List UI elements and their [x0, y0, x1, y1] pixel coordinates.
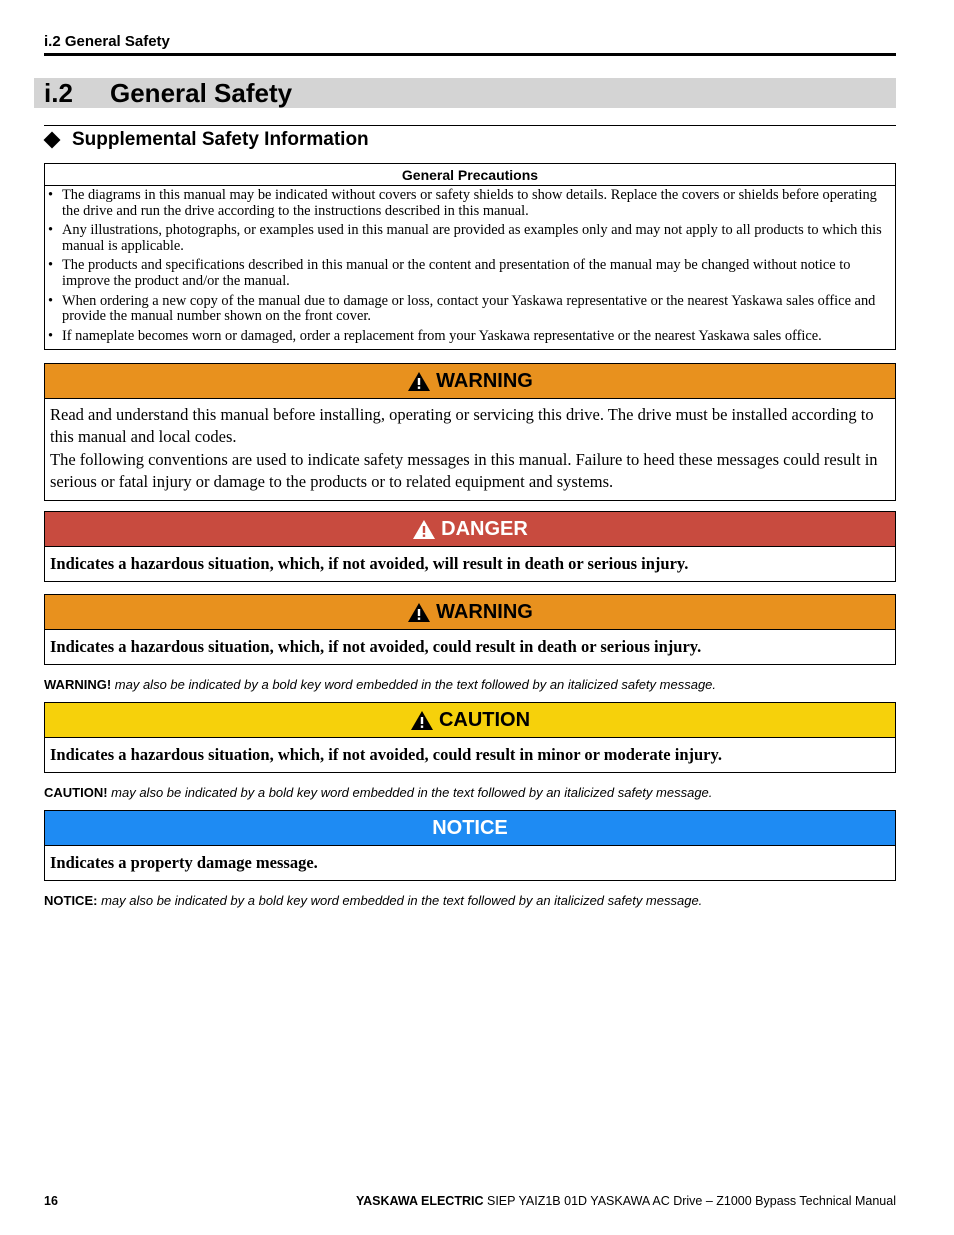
general-precautions-title: General Precautions: [45, 164, 895, 186]
warning-note-keyword: WARNING!: [44, 677, 112, 692]
section-title: General Safety: [110, 77, 293, 108]
list-item: • If nameplate becomes worn or damaged, order a replacement from your Yaskawa representative or the nearest Yaskawa sales office.: [45, 329, 893, 345]
notice-note-keyword: NOTICE:: [44, 893, 98, 908]
section-number: i.2: [44, 77, 73, 108]
caution-header: [45, 703, 895, 738]
notice-note: [44, 893, 702, 908]
caution-label: CAUTION: [438, 708, 531, 731]
subheading-text: Supplemental Safety Information: [72, 129, 369, 150]
notice-text: Indicates a property damage message.: [50, 853, 318, 872]
subheading: [44, 129, 369, 151]
warning-triangle-icon: [407, 371, 431, 392]
warning-label: WARNING: [436, 369, 533, 392]
caution-box: [44, 702, 896, 773]
footer-document-title: SIEP YAIZ1B 01D YASKAWA AC Drive – Z1000 Bypass Technical Manual: [483, 1194, 896, 1208]
warning-header: [45, 595, 895, 630]
danger-label: DANGER: [441, 517, 528, 540]
warning-header: [45, 364, 895, 399]
caution-note-text: may also be indicated by a bold key word embedded in the text followed by an italicized safety message.: [107, 785, 713, 800]
warning-definition-text: Indicates a hazardous situation, which, if not avoided, could result in death or serious injury.: [50, 637, 702, 656]
notice-label: NOTICE: [432, 816, 508, 839]
notice-note-text: may also be indicated by a bold key word embedded in the text followed by an italicized safety message.: [97, 893, 703, 908]
warning-note-text: may also be indicated by a bold key word embedded in the text followed by an italicized safety message.: [111, 677, 717, 692]
footer-document-info: [356, 1194, 896, 1208]
warning-body: [45, 399, 895, 500]
warning-note: [44, 677, 716, 692]
warning-paragraph: The following conventions are used to indicate safety messages in this manual. Failure to heed these messages could result in serious or fatal injury or damage to the products or to related equipment and systems.: [50, 450, 878, 491]
running-head: i.2 General Safety: [44, 33, 896, 56]
warning-triangle-icon: [412, 519, 436, 540]
list-item: • The diagrams in this manual may be indicated without covers or safety shields to show details. Replace the covers or shields before operating the drive and run the drive according to the instructions described in this manual.: [45, 188, 893, 219]
list-item: • Any illustrations, photographs, or examples used in this manual are provided as examples only and may not apply to all products to which this manual is applicable.: [45, 223, 893, 254]
caution-note: [44, 785, 712, 800]
notice-header: [45, 811, 895, 846]
list-item: • When ordering a new copy of the manual due to damage or loss, contact your Yaskawa representative or the nearest Yaskawa sales office and provide the manual number shown on the front cover.: [45, 294, 893, 325]
warning-definition-box: [44, 594, 896, 665]
notice-box: [44, 810, 896, 881]
page-number: 16: [44, 1194, 58, 1208]
divider: [44, 125, 896, 126]
footer-brand: YASKAWA ELECTRIC: [355, 1194, 484, 1208]
precautions-list: [45, 186, 895, 349]
danger-box: [44, 511, 896, 582]
warning-box: [44, 363, 896, 501]
danger-text: Indicates a hazardous situation, which, if not avoided, will result in death or serious injury.: [50, 554, 689, 573]
danger-header: [45, 512, 895, 547]
page-footer: [44, 1194, 896, 1208]
warning-paragraph: Read and understand this manual before installing, operating or servicing this drive. The drive must be installed according to this manual and local codes.: [50, 405, 874, 446]
diamond-bullet-icon: [44, 132, 61, 149]
warning-label: WARNING: [436, 600, 533, 623]
general-precautions-box: [44, 163, 896, 350]
caution-note-keyword: CAUTION!: [44, 785, 108, 800]
warning-triangle-icon: [410, 710, 434, 731]
warning-triangle-icon: [407, 602, 431, 623]
caution-text: Indicates a hazardous situation, which, if not avoided, could result in minor or moderate injury.: [50, 745, 722, 764]
list-item: • The products and specifications described in this manual or the content and presentation of the manual may be changed without notice to improve the product and/or the manual.: [45, 258, 893, 289]
section-title-bar: [34, 78, 896, 108]
